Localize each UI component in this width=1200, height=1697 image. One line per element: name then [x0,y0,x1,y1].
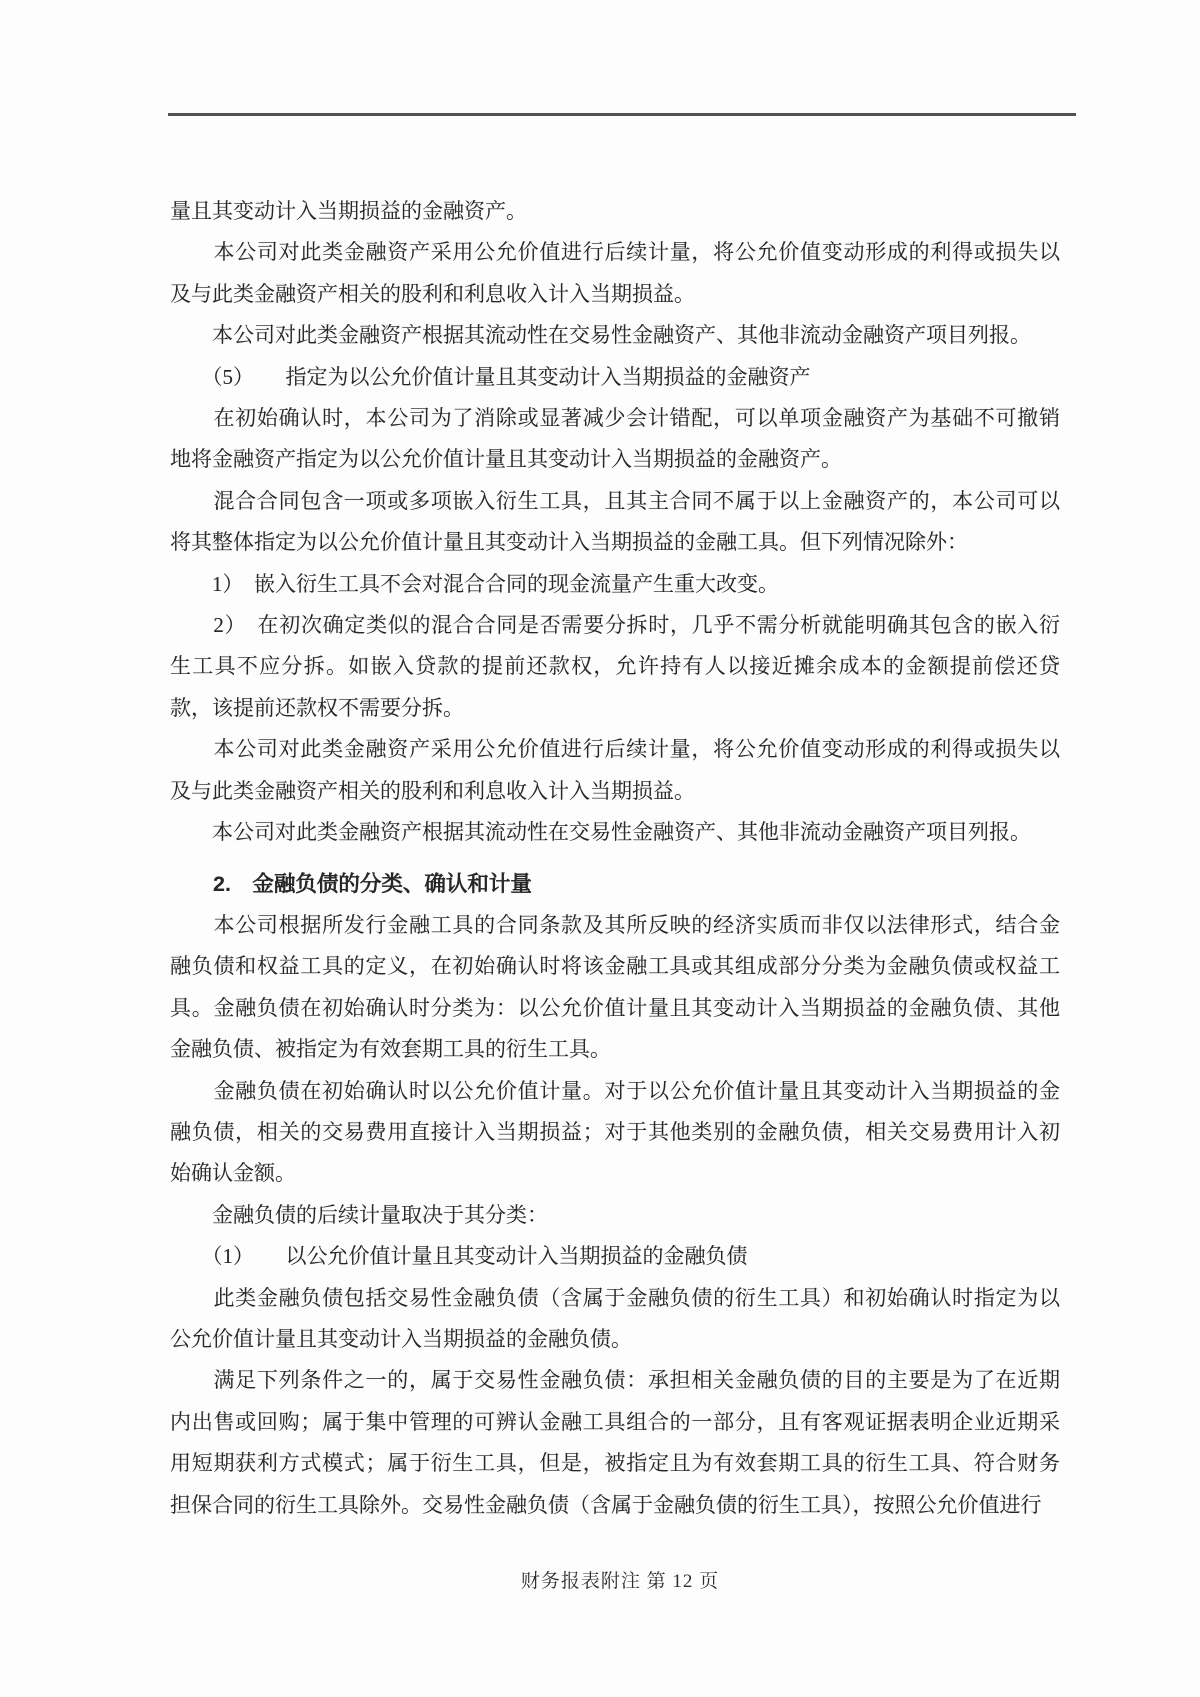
paragraph [170,812,1060,853]
text-line: 用短期获利方式模式；属于衍生工具，但是，被指定且为有效套期工具的衍生工具、符合财务 [170,1451,1060,1476]
paragraph [170,357,1060,398]
paragraph [170,605,1060,729]
text-line: 此类金融负债包括交易性金融负债（含属于金融负债的衍生工具）和初始确认时指定为以 [170,1285,1060,1310]
text-line: 款，该提前还款权不需要分拆。 [170,695,464,720]
paragraph [170,1360,1060,1526]
text-line: 及与此类金融资产相关的股利和利息收入计入当期损益。 [170,281,695,306]
text-line: 金融负债在初始确认时以公允价值计量。对于以公允价值计量且其变动计入当期损益的金 [170,1078,1060,1103]
header-rule [168,113,1076,116]
paragraph [170,481,1060,564]
text-line: 融负债和权益工具的定义，在初始确认时将该金融工具或其组成部分分类为金融负债或权益工 [170,954,1060,979]
text-line: 生工具不应分拆。如嵌入贷款的提前还款权，允许持有人以接近摊余成本的金额提前偿还贷 [170,654,1060,679]
text-line: 量且其变动计入当期损益的金融资产。 [170,199,527,223]
text-line: 满足下列条件之一的，属于交易性金融负债：承担相关金融负债的目的主要是为了在近期 [170,1368,1060,1393]
text-line: 担保合同的衍生工具除外。交易性金融负债（含属于金融负债的衍生工具），按照公允价值进行 [170,1492,1042,1517]
text-line: 本公司对此类金融资产采用公允价值进行后续计量，将公允价值变动形成的利得或损失以 [170,240,1060,265]
text-line: 金融负债的后续计量取决于其分类： [170,1202,548,1227]
text-line: 具。金融负债在初始确认时分类为：以公允价值计量且其变动计入当期损益的金融负债、其他 [170,995,1060,1020]
paragraph [170,905,1060,1071]
paragraph [170,729,1060,812]
paragraph [170,191,1060,232]
text-line: 及与此类金融资产相关的股利和利息收入计入当期损益。 [170,778,695,803]
paragraph [170,315,1060,356]
text-line: 融负债，相关的交易费用直接计入当期损益；对于其他类别的金融负债，相关交易费用计入初 [170,1119,1060,1144]
text-line: 1） 嵌入衍生工具不会对混合合同的现金流量产生重大改变。 [170,571,779,596]
text-line: 内出售或回购；属于集中管理的可辨认金融工具组合的一部分，且有客观证据表明企业近期采 [170,1409,1060,1434]
text-line: 混合合同包含一项或多项嵌入衍生工具，且其主合同不属于以上金融资产的，本公司可以 [170,488,1060,513]
text-line: 2. 金融负债的分类、确认和计量 [170,871,532,896]
paragraph [170,232,1060,315]
text-line: 始确认金额。 [170,1161,296,1186]
text-line: 本公司根据所发行金融工具的合同条款及其所反映的经济实质而非仅以法律形式，结合金 [170,912,1060,937]
text-line: 将其整体指定为以公允价值计量且其变动计入当期损益的金融工具。但下列情况除外： [170,530,968,555]
text-line: 本公司对此类金融资产根据其流动性在交易性金融资产、其他非流动金融资产项目列报。 [170,820,1031,845]
text-line: 在初始确认时，本公司为了消除或显著减少会计错配，可以单项金融资产为基础不可撤销 [170,406,1060,431]
paragraph [170,1195,1060,1236]
text-line: 本公司对此类金融资产根据其流动性在交易性金融资产、其他非流动金融资产项目列报。 [170,323,1031,348]
document-body [170,191,1060,1526]
paragraph [170,1236,1060,1277]
paragraph [170,1071,1060,1195]
paragraph [170,564,1060,605]
text-line: 地将金融资产指定为以公允价值计量且其变动计入当期损益的金融资产。 [170,447,842,472]
text-line: 2） 在初次确定类似的混合合同是否需要分拆时，几乎不需分析就能明确其包含的嵌入衍 [170,613,1060,638]
page-footer: 财务报表附注 第 12 页 [520,1571,720,1592]
section-heading [170,864,1060,905]
paragraph [170,398,1060,481]
text-line: 公允价值计量且其变动计入当期损益的金融负债。 [170,1326,632,1351]
text-line: （5） 指定为以公允价值计量且其变动计入当期损益的金融资产 [170,364,811,389]
text-line: （1） 以公允价值计量且其变动计入当期损益的金融负债 [170,1244,748,1269]
text-line: 本公司对此类金融资产采用公允价值进行后续计量，将公允价值变动形成的利得或损失以 [170,737,1060,762]
paragraph [170,1278,1060,1361]
text-line: 金融负债、被指定为有效套期工具的衍生工具。 [170,1037,611,1062]
